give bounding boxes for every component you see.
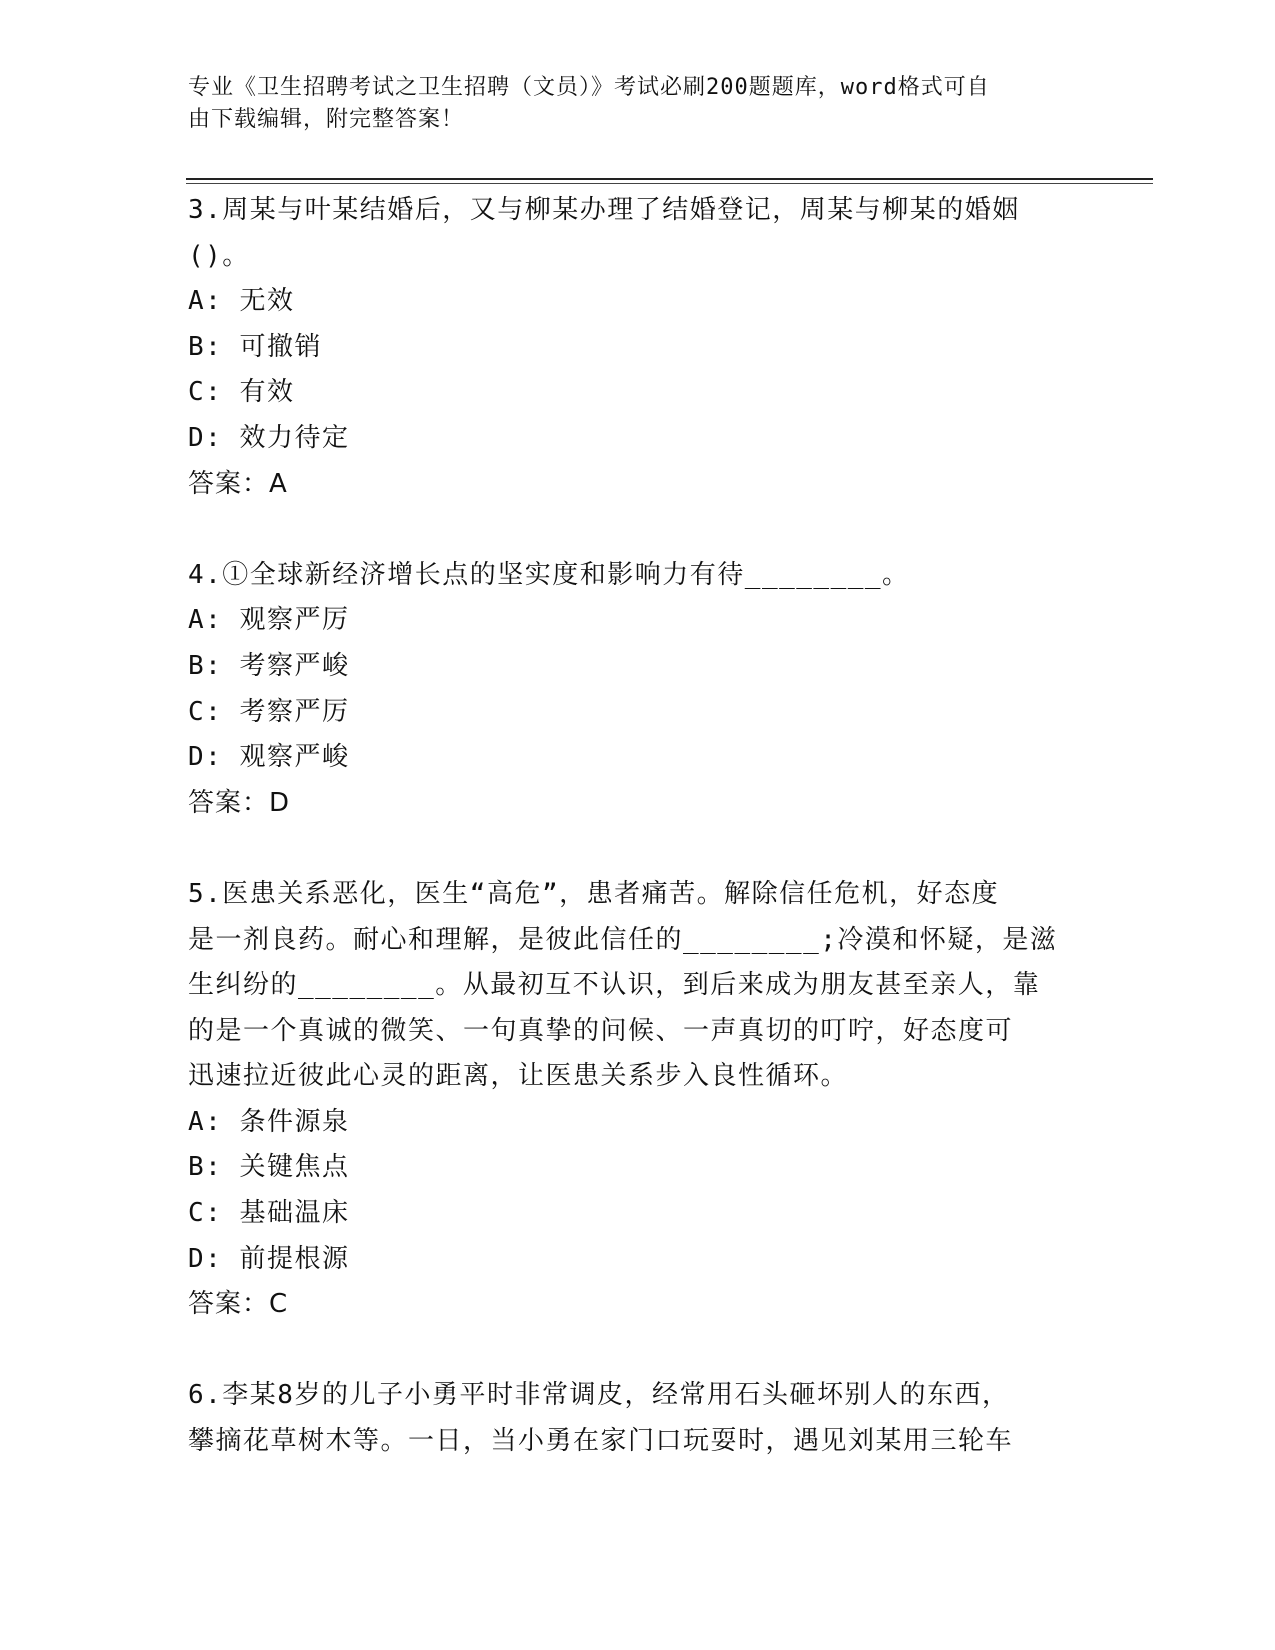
header-line-1: 专业《卫生招聘考试之卫生招聘（文员）》考试必刷200题题库，word格式可自	[188, 75, 990, 100]
question-text-line: 6.李某8岁的儿子小勇平时非常调皮，经常用石头砸坏别人的东西，	[188, 1380, 1010, 1411]
option-d: D: 前提根源	[188, 1243, 350, 1274]
option-c: C: 考察严厉	[188, 696, 350, 727]
answer: 答案：C	[188, 1289, 289, 1320]
answer: 答案：A	[188, 468, 288, 499]
option-b: B: 关键焦点	[188, 1152, 350, 1183]
option-c: C: 基础温床	[188, 1198, 350, 1229]
option-d: D: 观察严峻	[188, 742, 350, 773]
question-list	[188, 188, 1088, 1465]
spacer	[188, 1328, 1088, 1374]
question-text-line: 的是一个真诚的微笑、一句真挚的问候、一声真切的叮咛，好态度可	[188, 1015, 1014, 1046]
option-b: B: 可撤销	[188, 331, 322, 362]
question-text-line: 4.①全球新经济增长点的坚实度和影响力有待________。	[188, 559, 910, 590]
question-text-line: 是一剂良药。耐心和理解，是彼此信任的________;冷漠和怀疑，是滋	[188, 924, 1058, 955]
question-6	[188, 1373, 1088, 1464]
spacer	[188, 826, 1088, 872]
question-text-line: 迅速拉近彼此心灵的距离，让医患关系步入良性循环。	[188, 1061, 849, 1092]
option-a: A: 观察严厉	[188, 605, 350, 636]
question-3	[188, 188, 1088, 507]
question-text-line: 攀摘花草树木等。一日，当小勇在家门口玩耍时，遇见刘某用三轮车	[188, 1426, 1014, 1457]
question-5	[188, 872, 1088, 1328]
question-text-line: 3.周某与叶某结婚后，又与柳某办理了结婚登记，周某与柳某的婚姻	[188, 195, 1020, 225]
question-text-line: 生纠纷的________。从最初互不认识，到后来成为朋友甚至亲人，靠	[188, 970, 1041, 1001]
question-text-line: 5.医患关系恶化，医生“高危”，患者痛苦。解除信任危机，好态度	[188, 878, 1000, 909]
option-b: B: 考察严峻	[188, 650, 350, 681]
answer: 答案：D	[188, 787, 291, 818]
option-a: A: 条件源泉	[188, 1106, 350, 1137]
option-d: D: 效力待定	[188, 422, 350, 453]
document-header	[188, 72, 1068, 136]
question-text-line: ()。	[188, 240, 250, 271]
option-a: A: 无效	[188, 286, 295, 317]
question-4	[188, 553, 1088, 827]
option-c: C: 有效	[188, 377, 295, 408]
spacer	[188, 507, 1088, 553]
header-divider-thin	[186, 183, 1153, 184]
header-divider	[186, 178, 1153, 180]
header-line-2: 由下载编辑，附完整答案！	[188, 107, 465, 132]
